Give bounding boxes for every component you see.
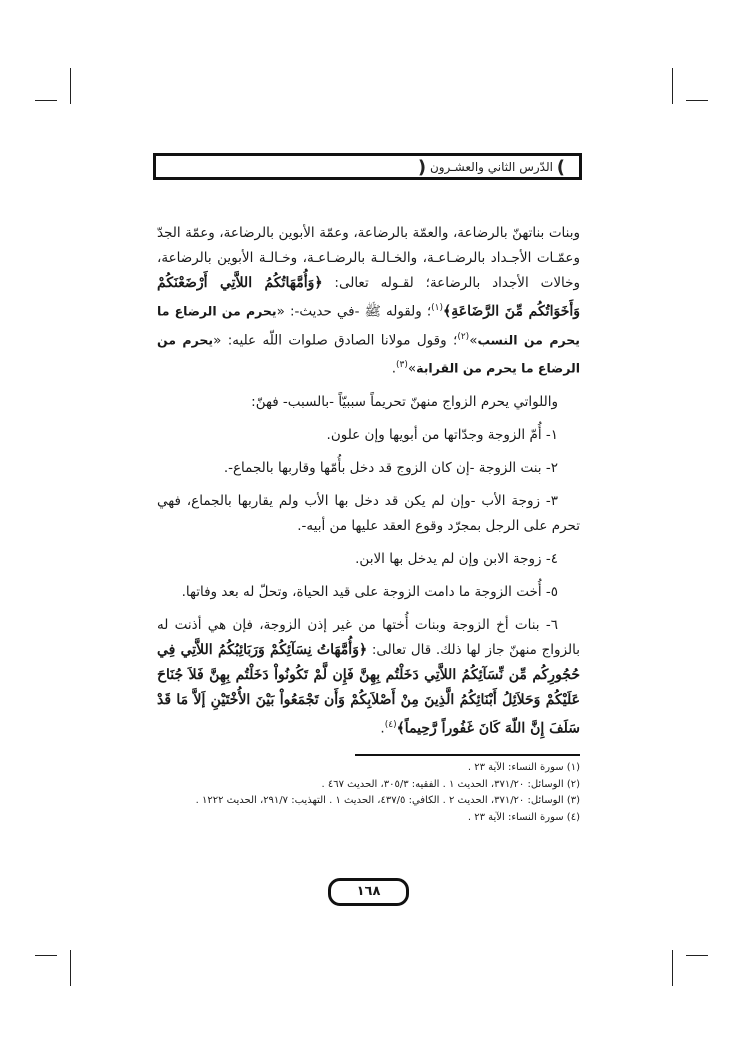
- crop-mark: [686, 955, 708, 956]
- hadith-text: يحرم من الرضاع ما يحرم من النسب: [157, 303, 580, 347]
- list-item: ٤- زوجة الابن وإن لم يدخل بها الابن.: [355, 550, 558, 567]
- page-header: [153, 153, 582, 180]
- footnote: (٢) الوسائل: ٣٧١/٢٠، الحديث ١ . الفقيه: ٣٠٥/٣، الحديث ٤٦٧ .: [321, 778, 580, 790]
- footnote: (١) سورة النساء: الآية ٢٣ .: [467, 762, 580, 773]
- footnote-ref: (١): [431, 303, 444, 313]
- crop-mark: [672, 950, 673, 986]
- footnote-ref: (٢): [457, 331, 470, 342]
- lesson-title-label: [412, 157, 571, 177]
- list-item: ٣- زوجة الأب -وإن لم يكن قد دخل بها الأب ولم يقاربها بالجماع، فهي تحرم على الرجل بمجرّد وقوع العقد عليها من أبيه-.: [157, 492, 580, 534]
- footnotes: [157, 760, 580, 826]
- quran-verse: ﴿وَأُمَّهَاتُكُمُ اللاَّتِي أَرْضَعْنَكُمْ وَأَخَوَاتُكُم مِّنَ الرَّضَاعَةِ﴾: [157, 275, 581, 320]
- quran-verse: ﴿وَأُمَّهَاتُ نِسَآئِكُمْ وَرَبَائِبُكُمُ اللاَّتِي فِي حُجُورِكُم مِّن نِّسَآئِكُمُ اللاَّتِي دَخَلْتُم بِهِنَّ فَإِن لَّمْ تَكُونُواْ دَخَلْتُم بِهِنَّ فَلاَ جُنَاحَ عَلَيْكُمْ وَحَلاَئِلُ أَبْنَائِكُمُ الَّذِينَ مِنْ أَصْلاَبِكُمْ وَأَن تَجْمَعُواْ بَيْنَ الأُخْتَيْنِ إَلاَّ مَا قَدْ سَلَفَ إِنَّ اللّهَ كَانَ غَفُوراً رَّحِيماً﴾: [157, 641, 580, 736]
- page-number: ١٦٨: [328, 878, 409, 906]
- lesson-title: الدّرس الثاني والعشـرون: [429, 160, 553, 174]
- list-item: ٢- بنت الزوجة -إن كان الزوج قد دخل بأُمّها وقاربها بالجماع-.: [223, 459, 558, 476]
- bracket-left: (: [417, 157, 427, 178]
- crop-mark: [70, 950, 71, 986]
- crop-mark: [35, 955, 57, 956]
- hadith-text: يحرم من الرضاع ما يحرم من القرابة: [157, 332, 580, 376]
- list-item: ٦- بنات أخ الزوجة وبنات أُختها من غير إذن الزوجة، فإن هي أذنت له بالزواج منهنّ جاز لها ذلك. قال تعالى: ﴿وَأُمَّهَاتُ نِسَآئِكُمْ وَرَبَائِبُكُمُ اللاَّتِي فِي حُجُورِكُم مِّن نِّسَآئِكُمُ اللاَّتِي دَخَلْتُم بِهِنَّ فَإِن لَّمْ تَكُونُواْ دَخَلْتُم بِهِنَّ فَلاَ جُنَاحَ عَلَيْكُمْ وَحَلاَئِلُ أَبْنَائِكُمُ الَّذِينَ مِنْ أَصْلاَبِكُمْ وَأَن تَجْمَعُواْ بَيْنَ الأُخْتَيْنِ إَلاَّ مَا قَدْ سَلَفَ إِنَّ اللّهَ كَانَ غَفُوراً رَّحِيماً﴾$^{(٤)}$.: [157, 616, 580, 736]
- footnote-ref: (٣): [396, 360, 408, 370]
- crop-mark: [35, 100, 57, 101]
- list-item: ٥- أُخت الزوجة ما دامت الزوجة على قيد الحياة، وتحلّ له بعد وفاتها.: [181, 583, 558, 600]
- footnote: (٣) الوسائل: ٣٧١/٢٠، الحديث ٢ . الكافي: ٤٣٧/٥، الحديث ١ . التهذيب: ٢٩١/٧، الحديث ١٢٢٢ .: [195, 795, 580, 806]
- crop-mark: [672, 68, 673, 104]
- main-text: [157, 221, 580, 741]
- footnote: (٤) سورة النساء: الآية ٢٣ .: [467, 811, 580, 823]
- crop-mark: [686, 100, 708, 101]
- bracket-right: ): [556, 157, 565, 178]
- list-item: ١- أُمّ الزوجة وجدّاتها من أبويها وإن علون.: [326, 426, 558, 443]
- paragraph-intro: واللواتي يحرم الزواج منهنّ تحريماً سببيّاً -بالسبب- فهنّ:: [251, 393, 558, 410]
- crop-mark: [70, 68, 71, 104]
- footnote-ref: (٤): [384, 719, 397, 730]
- footnote-divider: [355, 754, 580, 756]
- paragraph-breastfeeding: وبنات بناتهنّ بالرضاعة، والعمّة بالرضاعة، وعمّة الأبوين بالرضاعة، وعمّة الجدّ وعمّـات الأجـداد بالرضـاعـة، والخـالـة بالرضـاعـة، وخـالـة الأبوين بالرضاعة، وخالات الأجداد بالرضاعة؛ لقـوله تعالى: ﴿وَأُمَّهَاتُكُمُ اللاَّتِي أَرْضَعْنَكُمْ وَأَخَوَاتُكُم مِّنَ الرَّضَاعَةِ﴾$^{(١)}$؛ ولقوله ﷺ -في حديث-: «يحرم من الرضاع ما يحرم من النسب»$^{(٢)}$؛ وقول مولانا الصادق صلوات اللّه عليه: «يحرم من الرضاع ما يحرم من القرابة»$^{(٣)}$.: [157, 225, 581, 377]
